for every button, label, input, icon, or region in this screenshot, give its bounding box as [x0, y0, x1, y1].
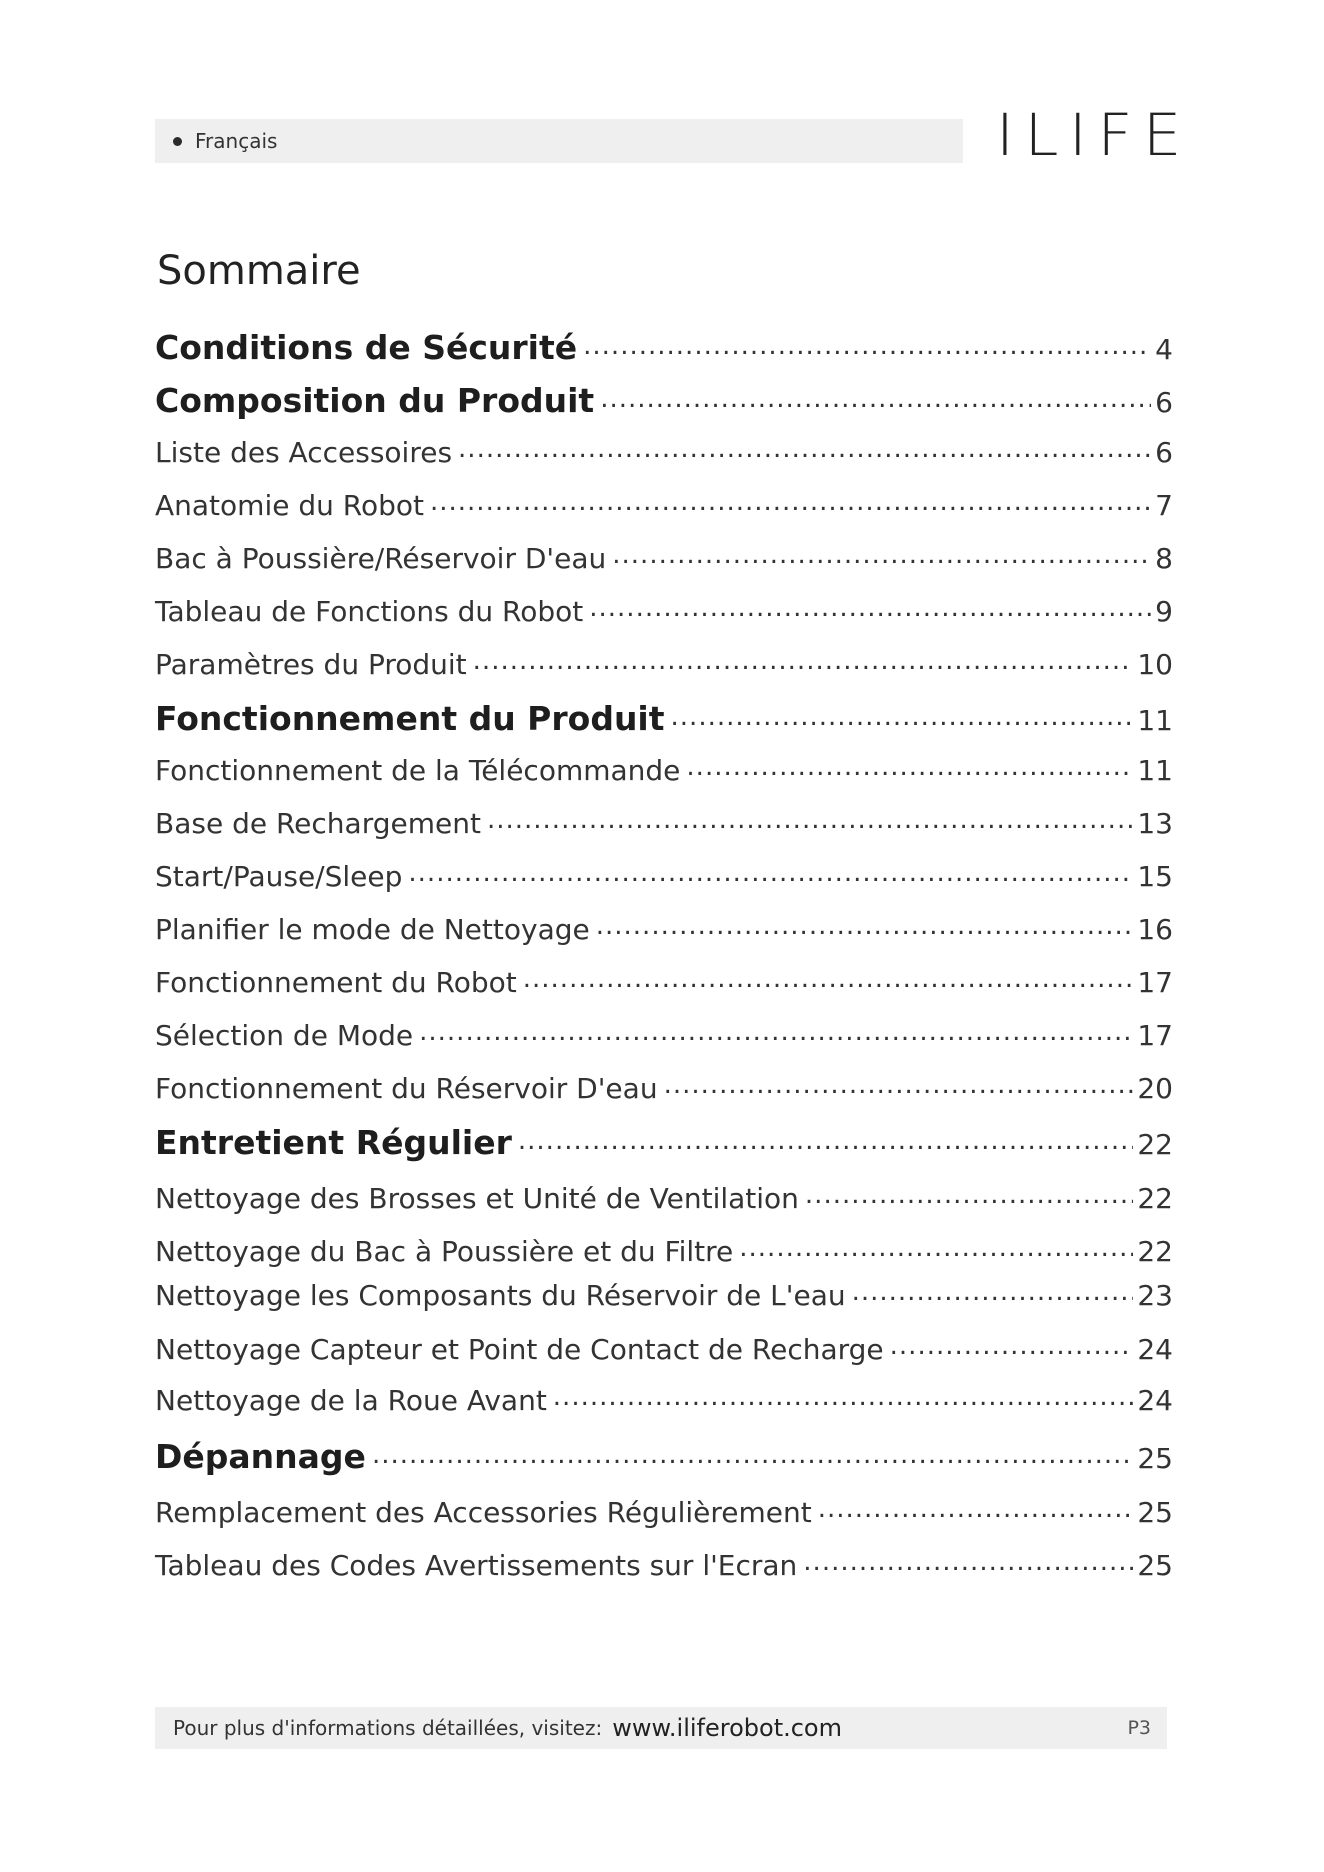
toc-entry-page: 6 — [1155, 386, 1173, 419]
toc-entry-page: 8 — [1155, 542, 1173, 575]
toc-entry[interactable] — [155, 858, 1173, 893]
toc-entry-page: 23 — [1137, 1279, 1173, 1312]
toc-dot-leader — [664, 1070, 1134, 1098]
toc-entry[interactable] — [155, 1017, 1173, 1052]
toc-entry-page: 9 — [1155, 595, 1173, 628]
toc-entry-page: 11 — [1137, 754, 1173, 787]
toc-entry-page: 17 — [1137, 1019, 1173, 1052]
toc-entry[interactable] — [155, 593, 1173, 628]
toc-entry[interactable] — [155, 326, 1173, 367]
toc-entry-page: 25 — [1137, 1496, 1173, 1529]
toc-dot-leader — [852, 1277, 1134, 1305]
toc-entry-page: 13 — [1137, 807, 1173, 840]
toc-entry[interactable] — [155, 434, 1173, 469]
toc-entry-page: 6 — [1155, 436, 1173, 469]
toc-dot-leader — [473, 646, 1134, 674]
toc-entry[interactable] — [155, 1070, 1173, 1105]
toc-entry[interactable] — [155, 1382, 1173, 1417]
toc-entry-label: Nettoyage du Bac à Poussière et du Filtre — [155, 1235, 734, 1268]
footer-bar — [155, 1707, 1167, 1749]
footer-text: Pour plus d'informations détaillées, visitez: — [173, 1716, 603, 1740]
toc-entry-page: 25 — [1137, 1442, 1173, 1475]
toc-entry-page: 22 — [1137, 1235, 1173, 1268]
toc-dot-leader — [612, 540, 1151, 568]
toc-entry[interactable] — [155, 1494, 1173, 1529]
toc-entry[interactable] — [155, 697, 1173, 738]
toc-entry-label: Anatomie du Robot — [155, 489, 424, 522]
toc-entry[interactable] — [155, 487, 1173, 522]
toc-entry-label: Fonctionnement du Produit — [155, 699, 665, 738]
toc-entry[interactable] — [155, 1331, 1173, 1366]
toc-dot-leader — [818, 1494, 1134, 1522]
brand-logo: ILIFE — [996, 101, 1192, 169]
toc-dot-leader — [739, 1233, 1133, 1261]
toc-entry-page: 22 — [1137, 1128, 1173, 1161]
toc-dot-leader — [518, 1121, 1133, 1154]
footer-url-link[interactable]: www.iliferobot.com — [612, 1714, 842, 1742]
toc-entry-label: Sélection de Mode — [155, 1019, 414, 1052]
toc-entry-label: Nettoyage des Brosses et Unité de Ventilation — [155, 1182, 799, 1215]
toc-entry-label: Nettoyage les Composants du Réservoir de L'eau — [155, 1279, 846, 1312]
toc-entry-label: Base de Rechargement — [155, 807, 481, 840]
toc-entry[interactable] — [155, 1277, 1173, 1312]
toc-entry-page: 20 — [1137, 1072, 1173, 1105]
toc-title: Sommaire — [157, 248, 361, 294]
toc-dot-leader — [458, 434, 1151, 462]
language-bar — [155, 119, 963, 163]
toc-entry-label: Tableau de Fonctions du Robot — [155, 595, 584, 628]
toc-entry[interactable] — [155, 911, 1173, 946]
toc-entry[interactable] — [155, 964, 1173, 999]
toc-dot-leader — [596, 911, 1134, 939]
toc-entry[interactable] — [155, 540, 1173, 575]
toc-entry-label: Composition du Produit — [155, 381, 595, 420]
toc-entry[interactable] — [155, 646, 1173, 681]
toc-entry[interactable] — [155, 752, 1173, 787]
toc-entry-label: Nettoyage de la Roue Avant — [155, 1384, 547, 1417]
page-number: P3 — [1127, 1717, 1151, 1739]
toc-entry[interactable] — [155, 379, 1173, 420]
toc-entry-label: Liste des Accessoires — [155, 436, 453, 469]
toc-dot-leader — [487, 805, 1133, 833]
toc-dot-leader — [600, 379, 1151, 412]
toc-entry-page: 15 — [1137, 860, 1173, 893]
toc-entry-page: 24 — [1137, 1333, 1173, 1366]
toc-dot-leader — [805, 1180, 1133, 1208]
toc-entry-label: Bac à Poussière/Réservoir D'eau — [155, 542, 607, 575]
toc-entry-page: 25 — [1137, 1549, 1173, 1582]
toc-dot-leader — [686, 752, 1133, 780]
toc-entry-page: 7 — [1155, 489, 1173, 522]
toc-entry-page: 4 — [1155, 333, 1173, 366]
toc-entry[interactable] — [155, 1121, 1173, 1162]
toc-dot-leader — [372, 1435, 1133, 1468]
toc-entry-label: Tableau des Codes Avertissements sur l'Ecran — [155, 1549, 798, 1582]
toc-entry[interactable] — [155, 1180, 1173, 1215]
toc-entry-page: 22 — [1137, 1182, 1173, 1215]
toc-dot-leader — [419, 1017, 1133, 1045]
toc-entry-label: Fonctionnement du Réservoir D'eau — [155, 1072, 658, 1105]
toc-dot-leader — [408, 858, 1133, 886]
toc-entry-label: Fonctionnement de la Télécommande — [155, 754, 681, 787]
toc-dot-leader — [890, 1331, 1134, 1359]
toc-entry-page: 16 — [1137, 913, 1173, 946]
toc-entry-page: 24 — [1137, 1384, 1173, 1417]
toc-dot-leader — [803, 1547, 1133, 1575]
toc-entry-label: Conditions de Sécurité — [155, 328, 578, 367]
toc-dot-leader — [671, 697, 1134, 730]
toc-entry[interactable] — [155, 805, 1173, 840]
toc-entry-page: 17 — [1137, 966, 1173, 999]
toc-dot-leader — [583, 326, 1151, 359]
bullet-icon — [173, 137, 182, 146]
toc-entry-label: Start/Pause/Sleep — [155, 860, 403, 893]
toc-entry-label: Fonctionnement du Robot — [155, 966, 517, 999]
toc-entry-label: Dépannage — [155, 1437, 366, 1476]
language-label: Français — [195, 129, 278, 153]
toc-dot-leader — [553, 1382, 1134, 1410]
toc-entry-page: 10 — [1137, 648, 1173, 681]
toc-entry-label: Entretient Régulier — [155, 1123, 512, 1162]
toc-entry-label: Planifier le mode de Nettoyage — [155, 913, 590, 946]
toc-entry-page: 11 — [1137, 704, 1173, 737]
toc-entry-label: Nettoyage Capteur et Point de Contact de Recharge — [155, 1333, 884, 1366]
toc-entry-label: Remplacement des Accessories Régulièrement — [155, 1496, 812, 1529]
toc-dot-leader — [589, 593, 1151, 621]
toc-entry[interactable] — [155, 1435, 1173, 1476]
toc-entry-label: Paramètres du Produit — [155, 648, 467, 681]
toc-entry[interactable] — [155, 1547, 1173, 1582]
toc-dot-leader — [523, 964, 1134, 992]
toc-entry[interactable] — [155, 1233, 1173, 1268]
toc-dot-leader — [430, 487, 1151, 515]
